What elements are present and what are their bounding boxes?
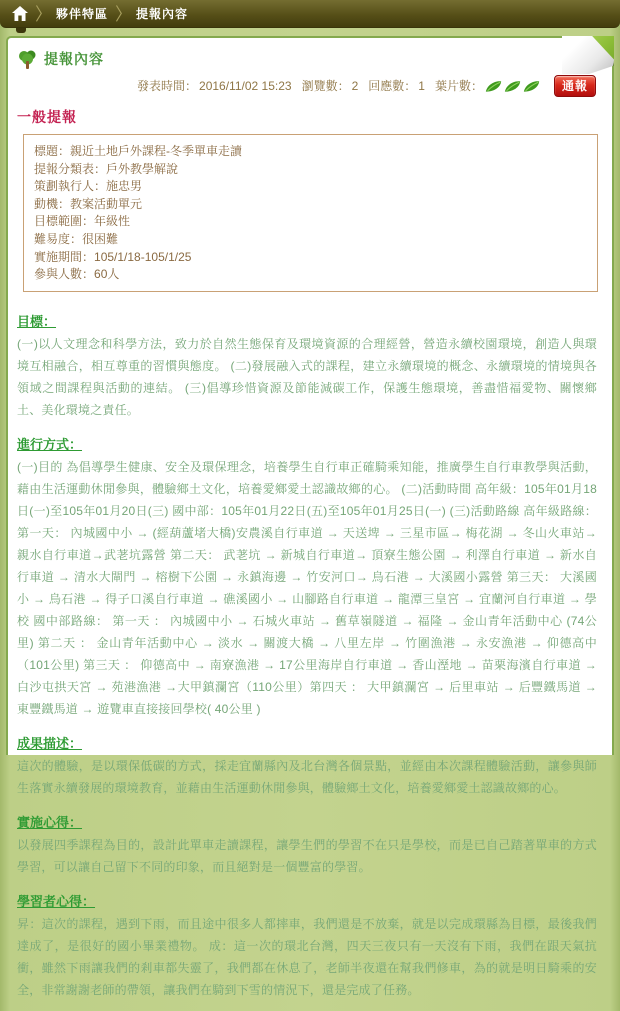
leaf-icon [504,80,521,93]
field-value: 60人 [94,267,120,282]
tree-icon [18,49,37,69]
views-value: 2 [351,79,359,93]
leaf-count-label: 葉片數： [434,79,483,93]
field-value: 105/1/18-105/1/25 [94,249,192,264]
breadcrumb-item-report-content[interactable]: 提報內容 [136,7,189,21]
section-body: 昇：這次的課程，遇到下雨，而且途中很多人都摔車，我們還是不放棄，就是以完成環縣為目標，最後我們達成了，是很好的國小畢業禮物。 成：這一次的環北台灣，四天三夜只有一天沒有下雨，我們在跟天氣抗衝，雖然下雨讓我們的剎車都失靈了，我們都在休息了，老師半夜還在幫我們修車，為的就是明日騎乘的安全，非常謝謝老師的帶領，讓我們在騎到下雪的情況下，還是完成了任務。 [17,916,597,997]
field-period [34,249,587,267]
section-heading: 進行方式： [17,436,83,452]
field-target-scope [34,213,587,231]
field-label: 策劃執行人： [34,179,107,194]
field-participants [34,266,587,284]
report-fields-box [23,134,598,292]
field-value: 年級性 [94,214,131,229]
section-method [17,434,597,720]
field-label: 動機： [34,196,71,211]
publish-time-value: 2016/11/02 15:23 [199,79,292,93]
field-label: 參與人數： [34,267,95,282]
field-category [34,161,587,179]
section-heading: 學習者心得： [17,893,96,909]
field-value: 施忠男 [106,179,143,194]
content-panel [6,36,614,997]
breadcrumb-bar [0,0,620,28]
section-results [17,733,597,799]
field-value: 戶外教學解說 [106,161,179,176]
panel-header [8,38,612,71]
report-sections [8,292,612,1011]
field-title [34,143,587,161]
replies-value: 1 [418,79,425,93]
field-value: 親近土地戶外課程-冬季單車走讀 [70,144,243,158]
leaf-rating [485,80,540,93]
field-motive [34,196,587,214]
section-body: 以發展四季課程為目的，設計此單車走讀課程，讓學生們的學習不在只是學校，而是已自己踏著單車的方式學習，可以讓自己留下不同的印象，而且絕對是一個豐富的學習。 [17,837,597,874]
section-learner-reflection [17,891,597,1001]
section-goal [17,311,597,421]
section-implementation-reflection [17,812,597,878]
page-curl-decoration [562,36,614,74]
section-body: (一)以人文理念和科學方法，致力於自然生態保育及環境資源的合理經營，營造永續校園環境，創造人與環境互相融合，相互尊重的習慣與態度。 (二)發展融入式的課程，建立永續環境的概念、永續環境的情境與各領域之間課程與活動的連結。 (三)倡導珍惜資源及節能減碳工作，保護生態環境，善盡惜福愛物、關懷鄉土、美化環境之責任。 [17,336,597,417]
breadcrumb-separator: 〉 [116,4,129,24]
field-label: 目標範圍： [34,214,95,229]
field-label: 難易度： [34,231,83,246]
field-label: 實施期間： [34,249,95,264]
field-value: 很困難 [82,231,119,246]
views-label: 瀏覽數： [301,79,350,93]
section-heading: 成果描述： [17,735,83,751]
section-body: (一)目的 為倡導學生健康、安全及環保理念，培養學生自行車正確騎乘知能，推廣學生自行車教學與活動，藉由生活運動休閒參與，體驗鄉土文化，培養愛鄉愛土認識故鄉的心。 (二)活動時間 高年級：105年01月18日(一)至105年01月20日(三) 國中部：105年01月22日(五)至105年01月25日(一) (三)活動路線 高年級路線： 第一天： 內城國中小 → (經葫蘆堵大橋)安農溪自行車道 → 天送埤 → 三星市區→ 梅花湖 → 冬山火車站→親水自行車道→武荖坑露營 第二天： 武荖坑 → 新城自行車道→ 頂寮生態公園 → 利澤自行車道 → 新水自行車道 → 清水大閘門 → 榕樹下公園 → 永鎮海邊 → 竹安河口→ 烏石港 → 大溪國小露營 第三天： 大溪國小 → 烏石港 → 得子口溪自行車道 → 礁溪國小 → 山腳路自行車道 → 龍潭三皇宮 → 宜蘭河自行車道 → 學校 國中部路線： 第一天 ： 內城國中小 → 石城火車站 → 舊草嶺隧道 → 福隆 → 金山青年活動中心 (74公里) 第二天 ： 金山青年活動中心 → 淡水 → 關渡大橋 → 八里左岸 → 竹圍漁港 → 永安漁港 → 仰德高中（101公里) 第三天 ： 仰德高中 → 南寮漁港 → 17公里海岸自行車道 → 香山溼地 → 苗栗海濱自行車道 → 白沙屯拱天宮 → 苑港漁港 →大甲鎮瀾宮（110公里）第四天 ： 大甲鎮瀾宮 → 后里車站 → 后豐鐵馬道 → 東豐鐵馬道 → 遊覽車直接接回學校( 40公里 ) [17,459,597,716]
field-value: 教案活動單元 [70,196,143,211]
replies-label: 回應數： [368,79,417,93]
meta-row [8,71,612,97]
home-icon[interactable] [12,6,28,21]
field-label: 提報分類表： [34,161,107,176]
breadcrumb-item-partner-zone[interactable]: 夥伴特區 [56,7,109,21]
report-abuse-button[interactable]: 通報 [554,75,596,97]
section-heading: 實施心得： [17,814,83,830]
field-label: 標題： [34,144,71,158]
field-planner [34,178,587,196]
leaf-icon [523,80,540,93]
breadcrumb-separator: 〉 [36,4,49,24]
general-report-heading: 一般提報 [17,109,77,125]
page-title: 提報內容 [44,51,104,67]
section-heading: 目標： [17,313,57,329]
publish-time-label: 發表時間： [137,79,198,93]
leaf-icon [485,80,502,93]
field-difficulty [34,231,587,249]
section-body: 這次的體驗，是以環保低碳的方式，採走宜蘭縣內及北台灣各個景點，並經由本次課程體驗活動，讓參與師生落實永續發展的環境教育，並藉由生活運動休閒參與，體驗鄉土文化，培養愛鄉愛土認識故鄉的心。 [17,758,597,795]
